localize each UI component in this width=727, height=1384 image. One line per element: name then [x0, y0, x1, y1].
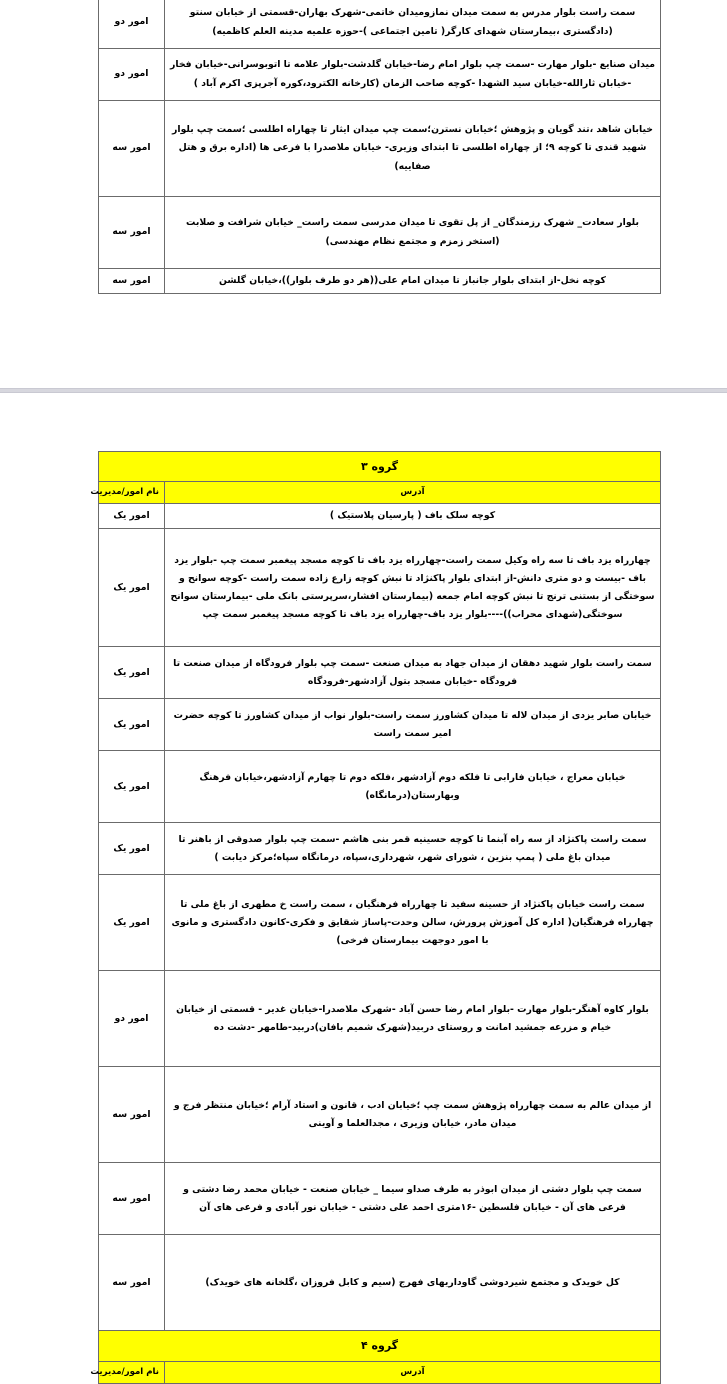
table-row: [99, 1235, 661, 1331]
table-row: [99, 1163, 661, 1235]
address-table-page-one: [98, 0, 661, 294]
group-banner-row: [99, 452, 661, 482]
page-two-table-wrapper: [90, 451, 661, 1384]
name-cell: امور یک: [99, 699, 165, 751]
table-row: [99, 699, 661, 751]
table-row: [99, 823, 661, 875]
address-cell: کل خویدک و مجتمع شیردوشی گاوداریهای فهرج (سیم و کابل فروزان ،گلخانه های خویدک): [165, 1235, 661, 1331]
name-cell: امور سه: [99, 1235, 165, 1331]
name-cell: امور یک: [99, 823, 165, 875]
table-body: [99, 0, 661, 294]
address-cell: خیابان شاهد ،تند گویان و پژوهش ؛خیابان نسترن؛سمت چپ میدان ایثار تا چهاراه اطلسی ؛سمت چپ بلوار شهید قندی تا کوچه ۹؛ از چهاراه اطلسی تا ابتدای وزیری- خیابان ملاصدرا با فرعی ها (اداره برق و هتل صفاییه): [165, 101, 661, 197]
header-name: نام امور/مدیریت: [99, 482, 165, 504]
name-cell: امور یک: [99, 647, 165, 699]
name-cell: امور یک: [99, 504, 165, 529]
name-cell: امور سه: [99, 1163, 165, 1235]
page-one: [0, 0, 727, 388]
table-row: [99, 529, 661, 647]
name-cell: امور یک: [99, 875, 165, 971]
page-break-separator: [0, 388, 727, 393]
name-cell: امور سه: [99, 1067, 165, 1163]
name-cell: امور دو: [99, 971, 165, 1067]
name-cell: امور دو: [99, 0, 165, 49]
table-row: [99, 49, 661, 101]
table-row: [99, 504, 661, 529]
address-cell: سمت راست خیابان پاکنژاد از حسینه سفید تا چهارراه فرهنگیان ، سمت راست خ مطهری از باغ ملی تا چهارراه فرهنگیان( اداره کل آموزش پرورش، سالن وحدت-پاساژ شقایق و فکری-کانون دادگستری و مانوی با امور دوجهت بیمارستان فرخی): [165, 875, 661, 971]
group-four-title: گروه ۴: [99, 1331, 661, 1361]
page-two: [0, 451, 727, 1384]
table-row: [99, 101, 661, 197]
table-row: [99, 1067, 661, 1163]
group-banner-row: [99, 1331, 661, 1361]
address-cell: خیابان معراج ، خیابان فارابی تا فلکه دوم آزادشهر ،فلکه دوم تا چهارم آزادشهر،خیابان فرهنگ وبهارستان(درمانگاه): [165, 751, 661, 823]
name-cell: امور سه: [99, 269, 165, 294]
name-cell: امور سه: [99, 101, 165, 197]
address-table-page-two: [90, 451, 661, 1384]
table-row: [99, 269, 661, 294]
header-name: نام امور/مدیریت: [99, 1361, 165, 1383]
name-cell: امور یک: [99, 751, 165, 823]
address-cell: سمت راست پاکنژاد از سه راه آبنما تا کوچه حسینیه قمر بنی هاشم -سمت چپ بلوار صدوقی از باهنر تا میدان باغ ملی ( پمپ بنزین ، شورای شهر، شهرداری،سپاه، درمانگاه سپاه؛مرکز دیابت ): [165, 823, 661, 875]
table-row: [99, 875, 661, 971]
table-body: [90, 452, 661, 1384]
group-three-title: گروه ۳: [99, 452, 661, 482]
header-address: آدرس: [165, 1361, 661, 1383]
page-one-table-wrapper: [99, 0, 661, 294]
name-cell: امور یک: [99, 529, 165, 647]
table-row: [99, 751, 661, 823]
address-cell: میدان صنایع -بلوار مهارت -سمت چپ بلوار امام رضا-خیابان گلدشت-بلوار علامه تا اتوبوسرانی-خیابان فخار -خیابان ثارالله-خیابان سید الشهدا -کوچه صاحب الزمان (کارخانه الکترود،کوره آجرپزی اکرم آباد ): [165, 49, 661, 101]
address-cell: کوچه نخل-از ابتدای بلوار جانباز تا میدان امام علی((هر دو طرف بلوار))،خیابان گلشن: [165, 269, 661, 294]
address-cell: از میدان عالم به سمت چهارراه پژوهش سمت چپ ؛خیابان ادب ، قانون و استاد آرام ؛خیابان منتظر فرج و میدان مادر، خیابان وزیری ، مجدالعلما و آوینی: [165, 1067, 661, 1163]
name-cell: امور سه: [99, 197, 165, 269]
column-header-row: [99, 1361, 661, 1383]
address-cell: چهارراه یزد باف تا سه راه وکیل سمت راست-چهارراه یزد باف تا کوچه مسجد پیغمبر سمت چپ -بلوار یزد باف -بیست و دو متری دانش-از ابتدای بلوار پاکنژاد تا نبش کوچه زارع زاده سمت راست -کوچه سوانح و سوختگی از بستنی ترنج تا نبش کوچه امام جمعه (بیمارستان افشار،سرپرستی بانک ملی -بیمارستان سوانح سوختگی(شهدای محراب))----بلوار یزد باف-چهارراه یزد باف تا کوچه مسجد پیغمبر سمت چپ: [165, 529, 661, 647]
address-cell: کوچه سلک باف ( پارسیان پلاستیک ): [165, 504, 661, 529]
table-row: [99, 647, 661, 699]
address-cell: بلوار کاوه آهنگر-بلوار مهارت -بلوار امام رضا حسن آباد -شهرک ملاصدرا-خیابان غدیر - قسمتی از خیابان خیام و مزرعه جمشید امانت و روستای دربید(شهرک شمیم بافان)دربید-طامهر -دشت ده: [165, 971, 661, 1067]
table-row: [99, 971, 661, 1067]
name-cell: امور دو: [99, 49, 165, 101]
address-cell: سمت راست بلوار مدرس به سمت میدان نمازومیدان خاتمی-شهرک بهاران-قسمتی از خیابان سنتو (دادگستری ،بیمارستان شهدای کارگر( تامین اجتماعی )-حوزه علمیه مدینه العلم کاظمیه): [165, 0, 661, 49]
table-row: [99, 0, 661, 49]
header-address: آدرس: [165, 482, 661, 504]
address-cell: بلوار سعادت_ شهرک رزمندگان_ از پل تقوی تا میدان مدرسی سمت راست_ خیابان شرافت و صلابت (استخر زمزم و مجتمع نظام مهندسی): [165, 197, 661, 269]
column-header-row: [99, 482, 661, 504]
address-cell: سمت راست بلوار شهید دهقان از میدان جهاد به میدان صنعت -سمت چپ بلوار فرودگاه از میدان صنعت تا فرودگاه -خیابان مسجد بتول آزادشهر-فرودگاه: [165, 647, 661, 699]
address-cell: سمت چپ بلوار دشتی از میدان ابوذر به طرف صداو سیما _ خیابان صنعت - خیابان محمد رضا دشتی و فرعی های آن - خیابان فلسطین -۱۶متری احمد علی دشتی - خیابان نور آبادی و فرعی های آن: [165, 1163, 661, 1235]
address-cell: خیابان صابر یزدی از میدان لاله تا میدان کشاورز سمت راست-بلوار نواب از میدان کشاورز تا کوچه حضرت امیر سمت راست: [165, 699, 661, 751]
table-row: [99, 197, 661, 269]
